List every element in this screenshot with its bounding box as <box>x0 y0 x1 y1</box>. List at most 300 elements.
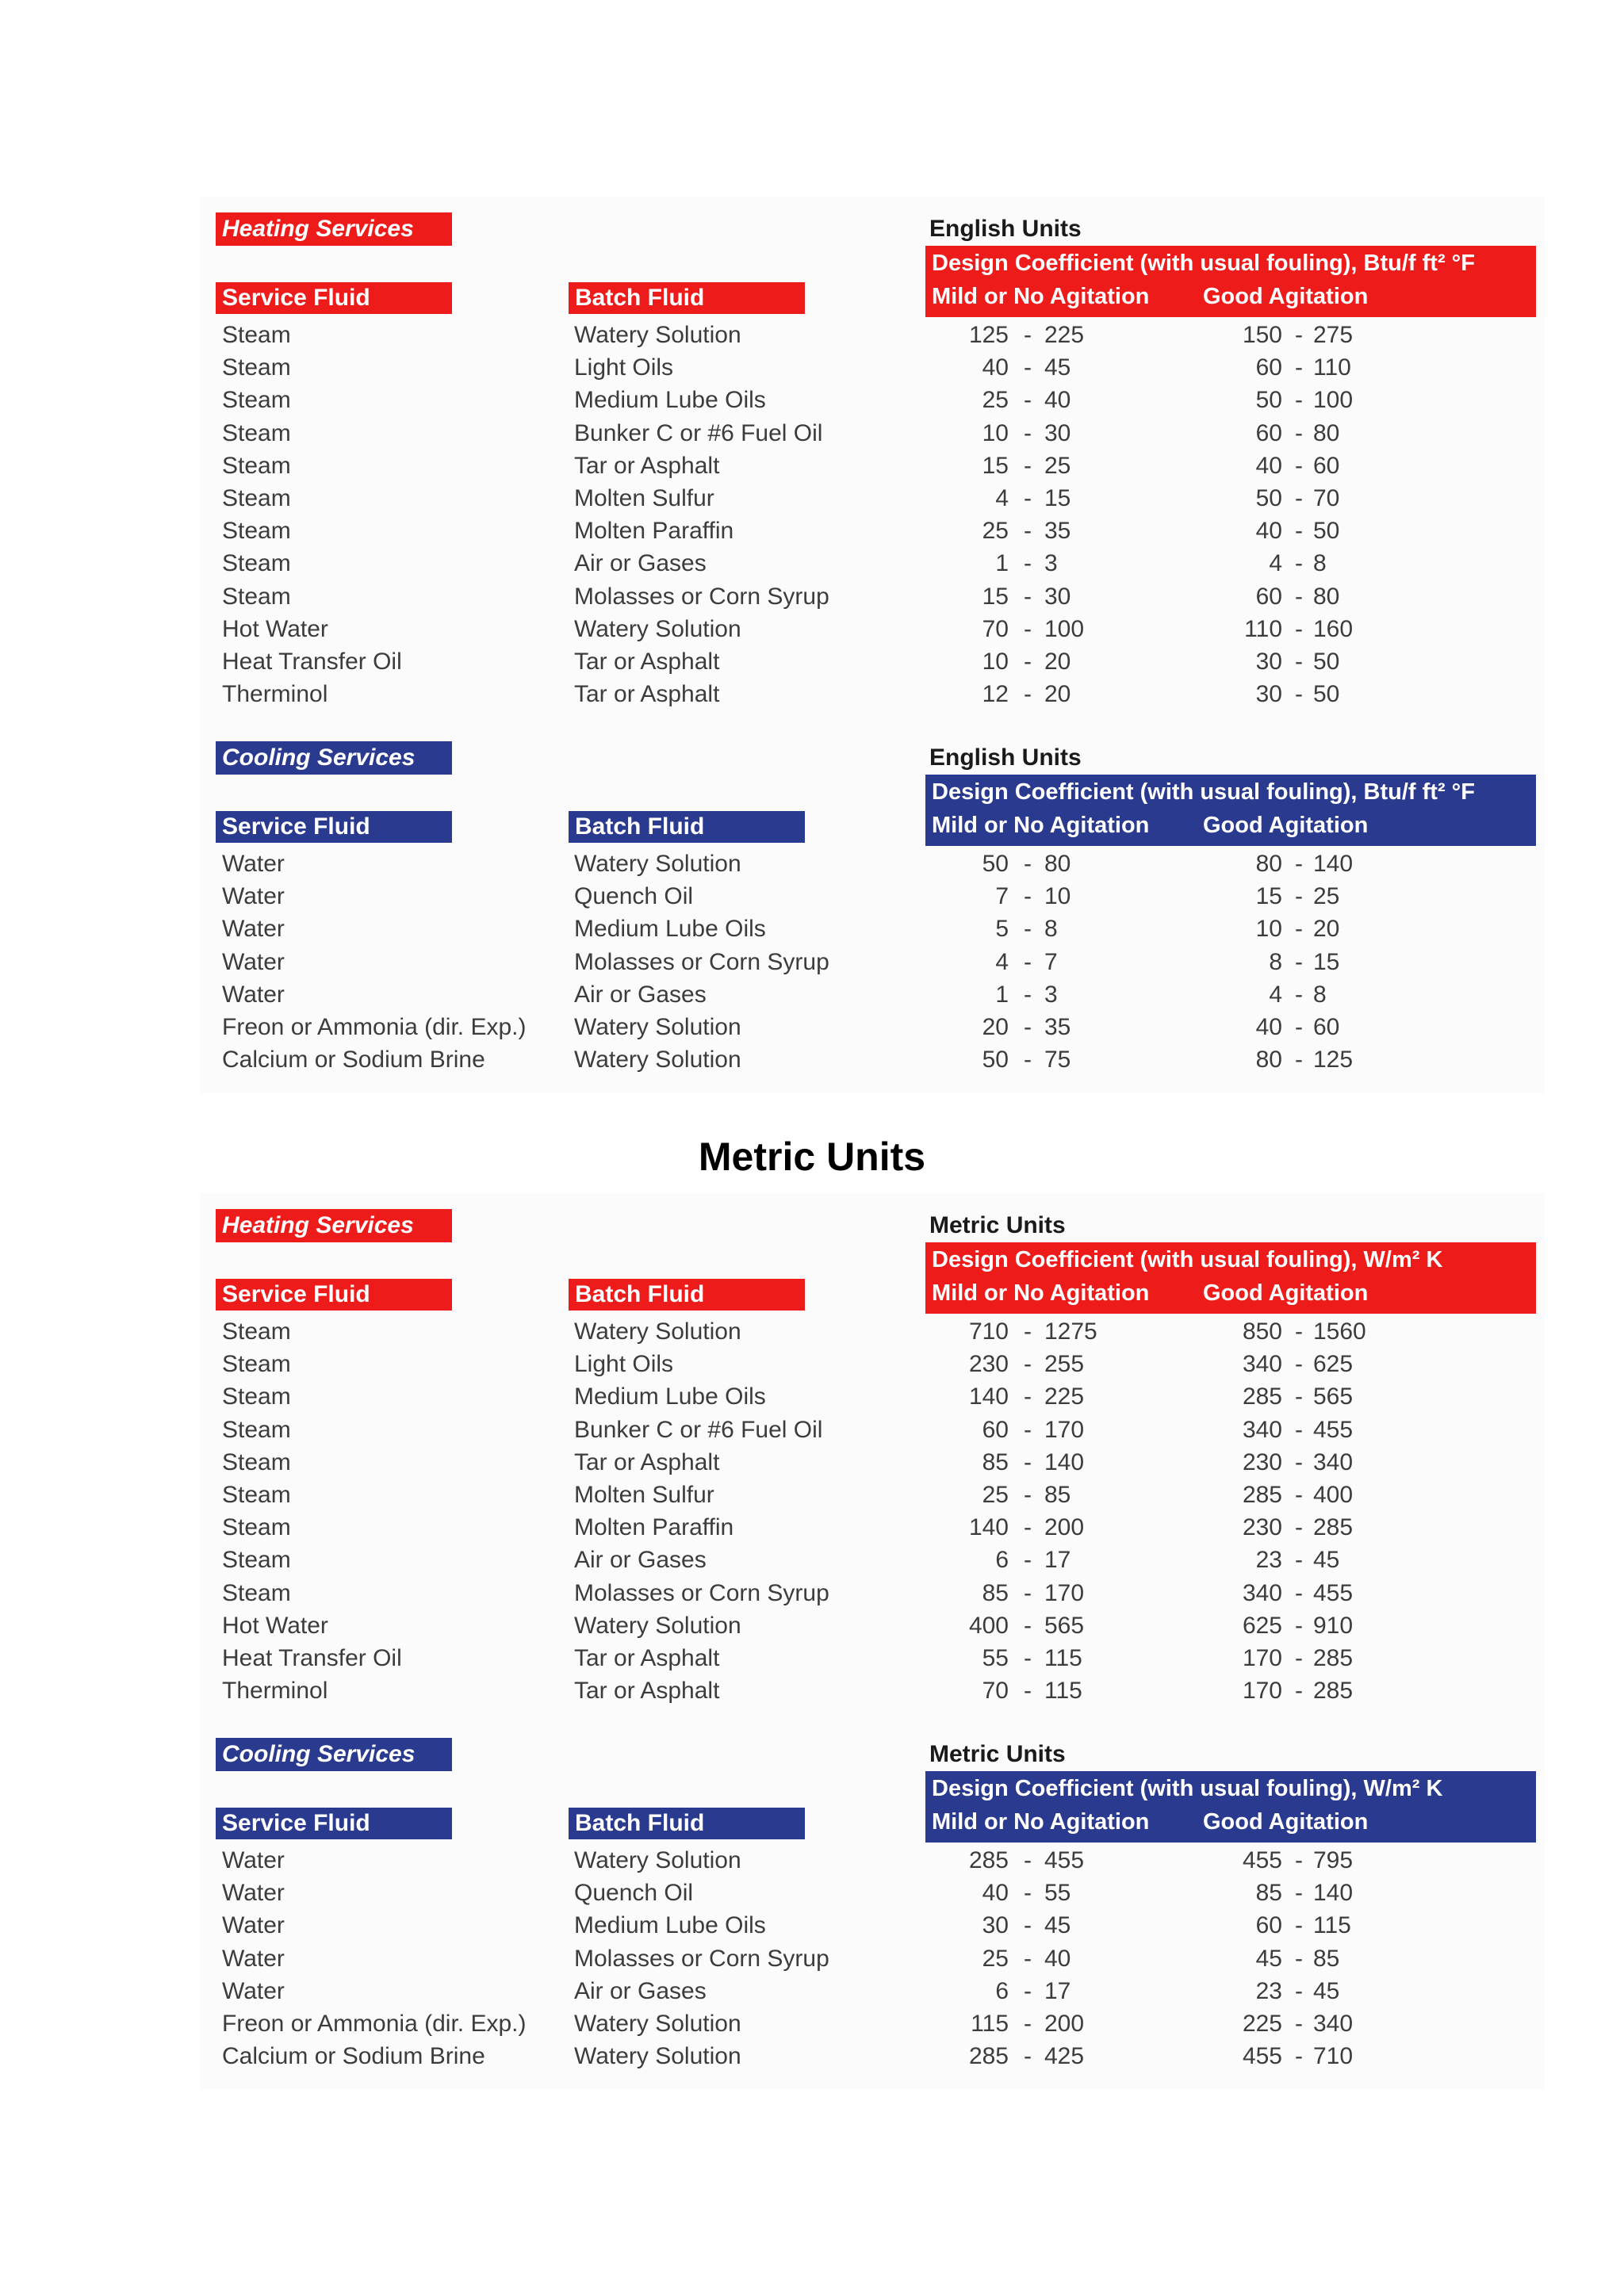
design-coefficient-header <box>925 246 1536 317</box>
mild-high-value: 225 <box>1044 322 1085 348</box>
mild-high-value: 25 <box>1044 452 1071 479</box>
mild-low-value: 10 <box>982 649 1009 675</box>
range-dash: - <box>1024 485 1032 511</box>
mild-high-value: 3 <box>1044 550 1058 577</box>
batch-fluid-cell: Air or Gases <box>574 1547 707 1574</box>
mild-high-value: 85 <box>1044 1482 1071 1508</box>
batch-fluid-cell: Molten Paraffin <box>574 518 734 545</box>
range-dash: - <box>1024 1977 1032 2004</box>
good-low-value: 60 <box>1255 419 1282 446</box>
batch-fluid-cell: Bunker C or #6 Fuel Oil <box>574 1416 823 1443</box>
mild-low-value: 30 <box>982 1912 1009 1939</box>
table-row <box>200 1845 1545 1877</box>
service-fluid-cell: Hot Water <box>222 1612 328 1639</box>
mild-low-value: 55 <box>982 1645 1009 1671</box>
service-fluid-cell: Water <box>222 851 285 877</box>
mild-high-value: 40 <box>1044 1945 1071 1972</box>
mild-high-value: 115 <box>1044 1678 1082 1705</box>
mild-high-value: 75 <box>1044 1047 1071 1073</box>
mild-high-value: 170 <box>1044 1579 1085 1606</box>
mild-low-value: 710 <box>968 1318 1009 1345</box>
mild-high-value: 200 <box>1044 1514 1085 1541</box>
metric-units-panel <box>200 1193 1545 2089</box>
range-dash: - <box>1295 681 1303 708</box>
range-dash: - <box>1024 1912 1032 1939</box>
batch-fluid-cell: Watery Solution <box>574 1047 741 1073</box>
section-label: Heating Services <box>216 1209 452 1242</box>
table-row <box>200 352 1545 384</box>
good-high-value: 15 <box>1313 948 1340 975</box>
units-label: English Units <box>929 744 1082 771</box>
range-dash: - <box>1024 1416 1032 1443</box>
mild-low-value: 7 <box>995 883 1009 910</box>
table-row <box>200 979 1545 1011</box>
service-fluid-cell: Water <box>222 883 285 910</box>
mild-high-value: 17 <box>1044 1977 1071 2004</box>
table-row <box>200 1910 1545 1942</box>
good-high-value: 140 <box>1313 1880 1354 1907</box>
column-header-mild-agitation: Mild or No Agitation <box>932 1280 1150 1306</box>
good-high-value: 110 <box>1313 354 1351 381</box>
good-high-value: 50 <box>1313 649 1340 675</box>
good-high-value: 80 <box>1313 583 1340 610</box>
good-low-value: 340 <box>1242 1416 1282 1443</box>
range-dash: - <box>1295 649 1303 675</box>
service-fluid-cell: Heat Transfer Oil <box>222 1645 402 1671</box>
mild-low-value: 125 <box>968 322 1009 348</box>
batch-fluid-cell: Molasses or Corn Syrup <box>574 1579 829 1606</box>
good-high-value: 400 <box>1313 1482 1354 1508</box>
good-low-value: 60 <box>1255 354 1282 381</box>
good-high-value: 115 <box>1313 1912 1351 1939</box>
good-high-value: 85 <box>1313 1945 1340 1972</box>
mild-low-value: 50 <box>982 851 1009 877</box>
mild-low-value: 140 <box>968 1514 1009 1541</box>
range-dash: - <box>1024 1612 1032 1639</box>
mild-low-value: 40 <box>982 354 1009 381</box>
mild-low-value: 85 <box>982 1448 1009 1475</box>
batch-fluid-cell: Tar or Asphalt <box>574 1448 720 1475</box>
english-cooling-section <box>200 725 1545 1169</box>
table-row <box>200 646 1545 678</box>
mild-high-value: 115 <box>1044 1645 1082 1671</box>
mild-low-value: 285 <box>968 2043 1009 2070</box>
service-fluid-cell: Water <box>222 948 285 975</box>
good-high-value: 160 <box>1313 615 1354 642</box>
service-fluid-cell: Steam <box>222 1579 291 1606</box>
service-fluid-cell: Water <box>222 916 285 943</box>
service-fluid-cell: Steam <box>222 518 291 545</box>
range-dash: - <box>1024 681 1032 708</box>
column-header-mild-agitation: Mild or No Agitation <box>932 813 1150 838</box>
good-low-value: 10 <box>1255 916 1282 943</box>
range-dash: - <box>1024 1645 1032 1671</box>
batch-fluid-cell: Molten Paraffin <box>574 1514 734 1541</box>
table-row <box>200 1578 1545 1609</box>
good-high-value: 45 <box>1313 1547 1340 1574</box>
service-fluid-cell: Steam <box>222 1383 291 1410</box>
good-high-value: 340 <box>1313 1448 1354 1475</box>
metric-cooling-section <box>200 1722 1545 2166</box>
range-dash: - <box>1295 1416 1303 1443</box>
table-row <box>200 1012 1545 1043</box>
mild-high-value: 15 <box>1044 485 1071 511</box>
range-dash: - <box>1295 1514 1303 1541</box>
metric-heating-section <box>200 1193 1545 1705</box>
good-high-value: 565 <box>1313 1383 1354 1410</box>
batch-fluid-cell: Air or Gases <box>574 981 707 1008</box>
service-fluid-cell: Steam <box>222 1547 291 1574</box>
good-low-value: 60 <box>1255 1912 1282 1939</box>
batch-fluid-cell: Medium Lube Oils <box>574 1383 766 1410</box>
mild-high-value: 200 <box>1044 2011 1085 2037</box>
good-high-value: 60 <box>1313 1014 1340 1040</box>
good-high-value: 60 <box>1313 452 1340 479</box>
range-dash: - <box>1295 419 1303 446</box>
good-high-value: 70 <box>1313 485 1340 511</box>
good-low-value: 285 <box>1242 1482 1282 1508</box>
table-row <box>200 450 1545 482</box>
batch-fluid-cell: Molasses or Corn Syrup <box>574 948 829 975</box>
range-dash: - <box>1024 1678 1032 1705</box>
mild-low-value: 4 <box>995 485 1009 511</box>
mild-low-value: 10 <box>982 419 1009 446</box>
table-row <box>200 1447 1545 1479</box>
range-dash: - <box>1295 452 1303 479</box>
mild-low-value: 70 <box>982 1678 1009 1705</box>
good-low-value: 150 <box>1242 322 1282 348</box>
good-high-value: 50 <box>1313 518 1340 545</box>
good-high-value: 125 <box>1313 1047 1354 1073</box>
table-row <box>200 2041 1545 2072</box>
mild-low-value: 20 <box>982 1014 1009 1040</box>
design-coefficient-header <box>925 775 1536 846</box>
table-row <box>200 2008 1545 2040</box>
range-dash: - <box>1295 1547 1303 1574</box>
service-fluid-cell: Steam <box>222 452 291 479</box>
range-dash: - <box>1024 583 1032 610</box>
range-dash: - <box>1295 550 1303 577</box>
batch-fluid-cell: Watery Solution <box>574 1612 741 1639</box>
units-label: English Units <box>929 216 1082 242</box>
range-dash: - <box>1024 615 1032 642</box>
column-header-good-agitation: Good Agitation <box>1203 284 1369 309</box>
good-low-value: 30 <box>1255 649 1282 675</box>
range-dash: - <box>1024 419 1032 446</box>
service-fluid-cell: Steam <box>222 1318 291 1345</box>
mild-low-value: 140 <box>968 1383 1009 1410</box>
good-low-value: 40 <box>1255 452 1282 479</box>
table-row <box>200 483 1545 515</box>
batch-fluid-cell: Tar or Asphalt <box>574 649 720 675</box>
mild-high-value: 170 <box>1044 1416 1085 1443</box>
good-high-value: 50 <box>1313 681 1340 708</box>
good-low-value: 170 <box>1242 1645 1282 1671</box>
column-header-service-fluid: Service Fluid <box>216 811 452 843</box>
coefficient-title: Design Coefficient (with usual fouling), W/m² K <box>932 1247 1443 1272</box>
service-fluid-cell: Heat Transfer Oil <box>222 649 402 675</box>
service-fluid-cell: Steam <box>222 387 291 414</box>
table-row <box>200 1479 1545 1511</box>
good-high-value: 285 <box>1313 1678 1354 1705</box>
batch-fluid-cell: Watery Solution <box>574 2043 741 2070</box>
mild-high-value: 425 <box>1044 2043 1085 2070</box>
good-high-value: 1560 <box>1313 1318 1366 1345</box>
mild-low-value: 25 <box>982 1945 1009 1972</box>
range-dash: - <box>1295 2011 1303 2037</box>
mild-high-value: 1275 <box>1044 1318 1097 1345</box>
table-row <box>200 1877 1545 1909</box>
coefficient-title: Design Coefficient (with usual fouling), W/m² K <box>932 1776 1443 1801</box>
service-fluid-cell: Steam <box>222 1416 291 1443</box>
good-high-value: 140 <box>1313 851 1354 877</box>
good-low-value: 340 <box>1242 1351 1282 1378</box>
mild-low-value: 285 <box>968 1847 1009 1873</box>
mild-low-value: 25 <box>982 387 1009 414</box>
batch-fluid-cell: Watery Solution <box>574 851 741 877</box>
design-coefficient-header <box>925 1242 1536 1314</box>
service-fluid-cell: Therminol <box>222 1678 328 1705</box>
range-dash: - <box>1295 1351 1303 1378</box>
service-fluid-cell: Freon or Ammonia (dir. Exp.) <box>222 1014 527 1040</box>
good-high-value: 80 <box>1313 419 1340 446</box>
mild-low-value: 400 <box>968 1612 1009 1639</box>
column-header-service-fluid: Service Fluid <box>216 1279 452 1311</box>
section-label: Heating Services <box>216 212 452 246</box>
mild-low-value: 15 <box>982 452 1009 479</box>
service-fluid-cell: Steam <box>222 1351 291 1378</box>
good-low-value: 15 <box>1255 883 1282 910</box>
good-low-value: 230 <box>1242 1448 1282 1475</box>
mild-high-value: 565 <box>1044 1612 1085 1639</box>
column-header-good-agitation: Good Agitation <box>1203 1809 1369 1835</box>
mild-high-value: 45 <box>1044 1912 1071 1939</box>
table-row <box>200 1610 1545 1642</box>
column-header-service-fluid: Service Fluid <box>216 282 452 314</box>
mild-high-value: 7 <box>1044 948 1058 975</box>
mild-low-value: 6 <box>995 1547 1009 1574</box>
mild-high-value: 8 <box>1044 916 1058 943</box>
mild-high-value: 455 <box>1044 1847 1085 1873</box>
range-dash: - <box>1295 981 1303 1008</box>
good-low-value: 625 <box>1242 1612 1282 1639</box>
good-low-value: 40 <box>1255 1014 1282 1040</box>
range-dash: - <box>1295 883 1303 910</box>
batch-fluid-cell: Medium Lube Oils <box>574 916 766 943</box>
design-coefficient-header <box>925 1771 1536 1843</box>
mild-low-value: 230 <box>968 1351 1009 1378</box>
good-low-value: 30 <box>1255 681 1282 708</box>
mild-high-value: 225 <box>1044 1383 1085 1410</box>
range-dash: - <box>1024 1482 1032 1508</box>
good-high-value: 25 <box>1313 883 1340 910</box>
batch-fluid-cell: Air or Gases <box>574 1977 707 2004</box>
good-low-value: 50 <box>1255 387 1282 414</box>
service-fluid-cell: Water <box>222 981 285 1008</box>
service-fluid-cell: Steam <box>222 550 291 577</box>
good-low-value: 340 <box>1242 1579 1282 1606</box>
coefficient-title: Design Coefficient (with usual fouling), Btu/f ft² °F <box>932 779 1475 805</box>
range-dash: - <box>1295 1448 1303 1475</box>
column-header-batch-fluid: Batch Fluid <box>569 1808 805 1839</box>
table-row <box>200 418 1545 450</box>
mild-low-value: 4 <box>995 948 1009 975</box>
range-dash: - <box>1295 615 1303 642</box>
table-row <box>200 1976 1545 2007</box>
range-dash: - <box>1295 916 1303 943</box>
mild-high-value: 35 <box>1044 1014 1071 1040</box>
units-label: Metric Units <box>929 1212 1066 1238</box>
range-dash: - <box>1295 1014 1303 1040</box>
good-high-value: 275 <box>1313 322 1354 348</box>
good-low-value: 4 <box>1269 550 1282 577</box>
batch-fluid-cell: Tar or Asphalt <box>574 681 720 708</box>
range-dash: - <box>1295 387 1303 414</box>
column-header-batch-fluid: Batch Fluid <box>569 811 805 843</box>
good-low-value: 23 <box>1255 1547 1282 1574</box>
good-high-value: 910 <box>1313 1612 1354 1639</box>
good-low-value: 225 <box>1242 2011 1282 2037</box>
mild-high-value: 255 <box>1044 1351 1085 1378</box>
good-high-value: 8 <box>1313 981 1327 1008</box>
mild-low-value: 25 <box>982 1482 1009 1508</box>
mild-low-value: 115 <box>971 2011 1009 2037</box>
range-dash: - <box>1295 322 1303 348</box>
column-header-mild-agitation: Mild or No Agitation <box>932 1809 1150 1835</box>
range-dash: - <box>1295 583 1303 610</box>
good-high-value: 100 <box>1313 387 1354 414</box>
range-dash: - <box>1024 518 1032 545</box>
range-dash: - <box>1295 2043 1303 2070</box>
good-high-value: 285 <box>1313 1645 1354 1671</box>
range-dash: - <box>1295 1047 1303 1073</box>
mild-high-value: 100 <box>1044 615 1085 642</box>
batch-fluid-cell: Molten Sulfur <box>574 1482 714 1508</box>
range-dash: - <box>1024 1318 1032 1345</box>
range-dash: - <box>1024 1047 1032 1073</box>
range-dash: - <box>1295 851 1303 877</box>
good-low-value: 40 <box>1255 518 1282 545</box>
service-fluid-cell: Therminol <box>222 681 328 708</box>
batch-fluid-cell: Tar or Asphalt <box>574 1678 720 1705</box>
mild-high-value: 20 <box>1044 681 1071 708</box>
good-low-value: 85 <box>1255 1880 1282 1907</box>
service-fluid-cell: Steam <box>222 1482 291 1508</box>
range-dash: - <box>1024 1351 1032 1378</box>
table-row <box>200 548 1545 580</box>
mild-high-value: 35 <box>1044 518 1071 545</box>
table-row <box>200 913 1545 945</box>
range-dash: - <box>1024 452 1032 479</box>
good-low-value: 285 <box>1242 1383 1282 1410</box>
mild-low-value: 1 <box>995 981 1009 1008</box>
table-row <box>200 581 1545 613</box>
range-dash: - <box>1295 518 1303 545</box>
mild-high-value: 80 <box>1044 851 1071 877</box>
mild-high-value: 30 <box>1044 583 1071 610</box>
range-dash: - <box>1024 883 1032 910</box>
table-row <box>200 1381 1545 1413</box>
table-row <box>200 614 1545 645</box>
table-row <box>200 1316 1545 1348</box>
batch-fluid-cell: Bunker C or #6 Fuel Oil <box>574 419 823 446</box>
service-fluid-cell: Water <box>222 1977 285 2004</box>
range-dash: - <box>1024 851 1032 877</box>
batch-fluid-cell: Tar or Asphalt <box>574 452 720 479</box>
good-high-value: 285 <box>1313 1514 1354 1541</box>
range-dash: - <box>1295 1318 1303 1345</box>
coefficient-title: Design Coefficient (with usual fouling), Btu/f ft² °F <box>932 251 1475 276</box>
table-row <box>200 1414 1545 1446</box>
batch-fluid-cell: Light Oils <box>574 1351 674 1378</box>
service-fluid-cell: Hot Water <box>222 615 328 642</box>
english-units-panel <box>200 197 1545 1093</box>
range-dash: - <box>1295 354 1303 381</box>
table-row <box>200 385 1545 416</box>
range-dash: - <box>1024 322 1032 348</box>
batch-fluid-cell: Medium Lube Oils <box>574 1912 766 1939</box>
range-dash: - <box>1295 1912 1303 1939</box>
range-dash: - <box>1024 1514 1032 1541</box>
batch-fluid-cell: Watery Solution <box>574 1847 741 1873</box>
service-fluid-cell: Water <box>222 1945 285 1972</box>
column-header-good-agitation: Good Agitation <box>1203 813 1369 838</box>
batch-fluid-cell: Quench Oil <box>574 1880 694 1907</box>
batch-fluid-cell: Watery Solution <box>574 322 741 348</box>
service-fluid-cell: Steam <box>222 485 291 511</box>
good-low-value: 80 <box>1255 1047 1282 1073</box>
mild-low-value: 40 <box>982 1880 1009 1907</box>
batch-fluid-cell: Tar or Asphalt <box>574 1645 720 1671</box>
good-low-value: 455 <box>1242 1847 1282 1873</box>
service-fluid-cell: Water <box>222 1847 285 1873</box>
service-fluid-cell: Water <box>222 1912 285 1939</box>
mild-high-value: 45 <box>1044 354 1071 381</box>
mild-low-value: 25 <box>982 518 1009 545</box>
range-dash: - <box>1024 1579 1032 1606</box>
mild-low-value: 5 <box>995 916 1009 943</box>
table-row <box>200 1643 1545 1674</box>
range-dash: - <box>1024 550 1032 577</box>
range-dash: - <box>1024 981 1032 1008</box>
range-dash: - <box>1024 1448 1032 1475</box>
range-dash: - <box>1024 1383 1032 1410</box>
good-high-value: 455 <box>1313 1579 1354 1606</box>
section-label: Cooling Services <box>216 1738 452 1771</box>
column-header-batch-fluid: Batch Fluid <box>569 282 805 314</box>
range-dash: - <box>1295 485 1303 511</box>
range-dash: - <box>1024 2043 1032 2070</box>
table-row <box>200 679 1545 710</box>
service-fluid-cell: Steam <box>222 354 291 381</box>
range-dash: - <box>1295 1579 1303 1606</box>
table-row <box>200 515 1545 547</box>
batch-fluid-cell: Molasses or Corn Syrup <box>574 583 829 610</box>
column-header-batch-fluid: Batch Fluid <box>569 1279 805 1311</box>
range-dash: - <box>1295 1383 1303 1410</box>
range-dash: - <box>1024 649 1032 675</box>
units-label: Metric Units <box>929 1741 1066 1767</box>
range-dash: - <box>1024 1880 1032 1907</box>
mild-high-value: 55 <box>1044 1880 1071 1907</box>
service-fluid-cell: Steam <box>222 322 291 348</box>
range-dash: - <box>1024 2011 1032 2037</box>
mild-low-value: 70 <box>982 615 1009 642</box>
mild-high-value: 3 <box>1044 981 1058 1008</box>
range-dash: - <box>1024 948 1032 975</box>
good-low-value: 8 <box>1269 948 1282 975</box>
table-row <box>200 947 1545 978</box>
